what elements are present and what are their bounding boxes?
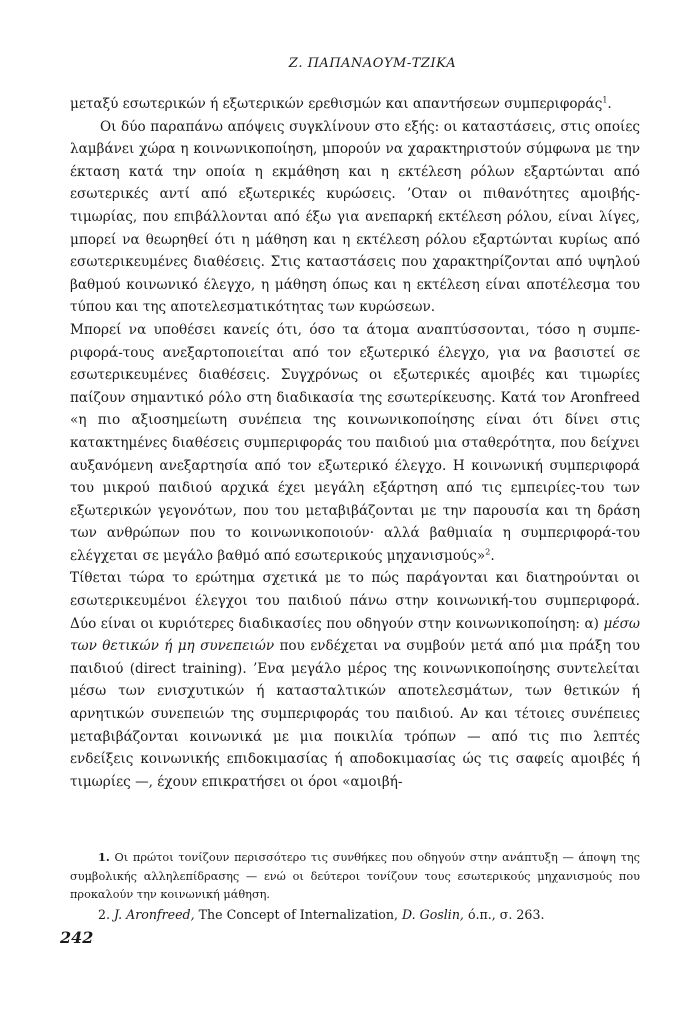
footnote-2-ref: ό.π., σ. 263. (463, 906, 545, 922)
footnote-1-text: Οι πρώτοι τονίζουν περισσότερο τις συνθήκες που οδηγούν στην ανάπτυξη — άποψη της συμβολικής αλληλεπίδρασης — ενώ οι δεύτεροι τονίζουν τους εσωτερικούς μηχανισμούς που προκαλούν την κοινωνική μάθηση. (70, 851, 640, 901)
running-header: Ζ. ΠΑΠΑΝΑΟΥΜ-ΤΖΙΚΑ (288, 56, 457, 71)
footnote-2-title: The Concept of Internalization, (194, 906, 402, 922)
paragraph-3 (70, 319, 640, 568)
paragraph-4-text-b: που ενδέχεται να συμβούν μετά από μια πράξη του παιδιού (direct training). ’Ενα μεγάλο μέρος της κοινωνικοποίησης συντελείται μέσω των ενισχυτικών ή κατασταλτικών αποτελεσμάτων, των θετικών ή αρνητικών συνεπειών της συμπεριφοράς του παιδιού. Αν και τέτοιες συνέπειες μεταβιβάζονται κοινωνικά με μια ποικιλία τρόπων — από τις πιο λεπτές ενδείξεις κοινωνικής επιδοκιμασίας ή αποδοκιμασίας ώς τις σαφείς αμοιβές ή τιμωρίες —, έχουν επικρατήσει οι όροι «αμοιβή- (70, 638, 640, 790)
page-content (70, 56, 640, 793)
footnote-1 (70, 848, 640, 905)
footnote-1-number: 1. (98, 850, 110, 864)
paragraph-4-emphasis: μέσω των θετικών ή μη συνεπειών (70, 615, 640, 655)
footnote-2-author: J. Aronfreed, (114, 906, 195, 922)
paragraph-4-text-a: Τίθεται τώρα το ερώτημα σχετικά με το πώς παράγονται και διατηρούνται οι εσωτερικευμένοι έλεγχοι του παιδιού πάνω στην κοινωνική-του συμπεριφορά. Δύο είναι οι κυριότερες διαδικασίες που οδηγούν στην κοινωνικοποίηση: α) (70, 570, 640, 632)
paragraph-3-text: Μπορεί να υποθέσει κανείς ότι, όσο τα άτομα αναπτύσσονται, τόσο η συμπεριφορά-τους ανεξαρτοποιείται από τον εξωτερικό έλεγχο, για να βασιστεί σε εσωτερικευμένες διαθέσεις. Συγχρόνως οι εξωτερικές αμοιβές και τιμωρίες παίζουν σημαντικό ρόλο στη διαδικασία της εσωτερίκευσης. Κατά τον Aronfreed «η πιο αξιοσημείωτη συνέπεια της κοινωνικοποίησης είναι ότι δίνει στις κατακτημένες διαθέσεις συμπεριφοράς του παιδιού μια σταθερότητα, που δείχνει αυξανόμενη ανεξαρτησία από τον εξωτερικό έλεγχο. Η κοινωνική συμπεριφορά του μικρού παιδιού αρχικά έχει μεγάλη εξάρτηση από τις εμπειρίες-του των εξωτερικών γεγονότων, που του μεταβιβάζονται με την παρουσία και τη δράση των ανθρώπων που το κοινωνικοποιούν· αλλά βαθμιαία η συμπεριφορά-του ελέγχεται σε μεγάλο βαθμό από εσωτερικούς μηχανισμούς» (70, 321, 640, 564)
paragraph-1 (70, 93, 640, 116)
footnote-2-number: 2. (98, 906, 111, 922)
paragraph-4 (70, 567, 640, 793)
page-number: 242 (60, 928, 94, 947)
footnote-ref-2[interactable]: 2 (485, 547, 491, 557)
footnote-ref-1[interactable]: 1 (602, 95, 608, 105)
paragraph-2: Οι δύο παραπάνω απόψεις συγκλίνουν στο εξής: οι καταστάσεις, στις οποίες λαμβάνει χώρα η κοινωνικοποίηση, μπορούν να χαρακτηριστούν σύμφωνα με την έκταση κατά την οποία η εκμάθηση και η εκτέλεση ρόλων εξαρτώνται από εσωτερικές αντί από εξωτερικές κυρώσεις. ’Οταν οι πιθανότητες αμοιβής-τιμωρίας, που επιβάλλονται από έξω για ανεπαρκή εκτέλεση ρόλου, είναι λίγες, μπορεί να θεωρηθεί ότι η μάθηση και η εκτέλεση ρόλου εξαρτώνται κυρίως από εσωτερικευμένες διαθέσεις. Στις καταστάσεις που χαρακτηρίζονται από υψηλού βαθμού κοινωνικό έλεγχο, η μάθηση όπως και η εκτέλεση είναι αποτέλεσμα του τύπου και της αποτελεσματικότητας των κυρώσεων. (70, 118, 640, 316)
paragraph-1-text: μεταξύ εσωτερικών ή εξωτερικών ερεθισμών και απαντήσεων συμπεριφοράς (70, 96, 603, 112)
paragraph-3-end: . (490, 547, 495, 564)
body-text (70, 93, 640, 793)
footnote-2 (70, 905, 640, 924)
footnotes (70, 848, 640, 924)
paragraph-1-end: . (607, 96, 612, 112)
footnote-2-editor: D. Goslin, (402, 906, 464, 922)
